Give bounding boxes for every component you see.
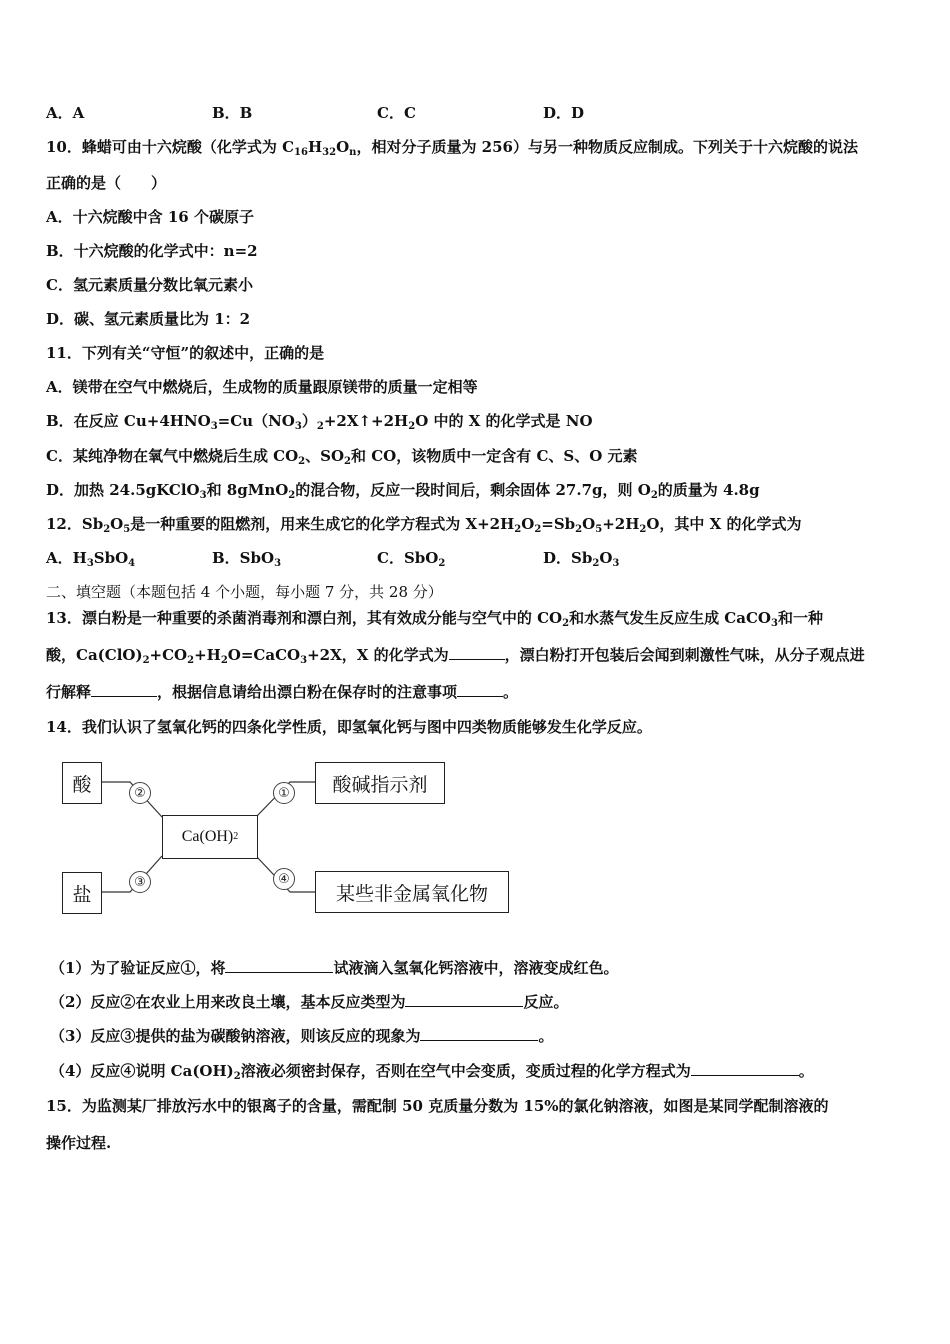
q12-option-c: C．SbO$_2$ xyxy=(377,549,446,569)
q15-line1: 15．为监测某厂排放污水中的银离子的含量，需配制 50 克质量分数为 15%的氯化钠溶液，如图是某同学配制溶液的 xyxy=(46,1097,829,1115)
q14-stem: 14．我们认识了氢氧化钙的四条化学性质，即氢氧化钙与图中四类物质能够发生化学反应。 xyxy=(46,718,652,736)
q10-stem-line2: 正确的是（ ） xyxy=(46,174,167,192)
q14-sub2: （2）反应②在农业上用来改良土壤，基本反应类型为 反应。 xyxy=(50,993,569,1011)
diagram-label-1: ① xyxy=(273,782,295,804)
diagram-label-2: ② xyxy=(129,782,151,804)
q14-blank-2[interactable] xyxy=(405,992,523,1007)
q11-stem: 11．下列有关“守恒”的叙述中，正确的是 xyxy=(46,344,325,362)
q14-blank-3[interactable] xyxy=(420,1026,538,1041)
q9-option-a: A．A xyxy=(46,104,85,122)
q11-option-b: B．在反应 $Cu+4HNO_3=Cu(NO_3)_2+2X↑+2H_2O$ 中的 X 的化学式是 NO xyxy=(46,412,593,432)
q14-sub3: （3）反应③提供的盐为碳酸钠溶液，则该反应的现象为 。 xyxy=(50,1027,554,1045)
q12-option-a: A．$H_3SbO_4$ xyxy=(46,549,136,569)
q14-blank-1[interactable] xyxy=(225,958,333,973)
q13-line2: 酸，$Ca(ClO)_2+CO_2+H_2O=CaCO_3+2X$，X 的化学式为 ，漂白粉打开包装后会闻到刺激性气味，从分子观点进 xyxy=(46,646,865,666)
q10-option-d: D．碳、氢元素质量比为 1：2 xyxy=(46,310,251,328)
q13-line1: 13．漂白粉是一种重要的杀菌消毒剂和漂白剂，其有效成分能与空气中的 $CO_2$和水蒸气发生反应生成 CaCO$_3$和一种 xyxy=(46,609,823,629)
q10-option-b: B．十六烷酸的化学式中：n=2 xyxy=(46,242,258,260)
q11-option-c: C．某纯净物在氧气中燃烧后生成 $CO_2$、$SO_2$和 CO，该物质中一定含有 C、S、O 元素 xyxy=(46,447,638,467)
section-heading: 二、填空题（本题包括 4 个小题，每小题 7 分，共 28 分） xyxy=(46,583,443,601)
q9-option-c: C．C xyxy=(377,104,416,122)
q12-option-b: B．SbO$_3$ xyxy=(212,549,282,569)
diagram-label-4: ④ xyxy=(273,868,295,890)
q12-stem: 12．$Sb_2O_5$是一种重要的阻燃剂，用来生成它的化学方程式为 $X+2H_2O_2=Sb_2O_5+2H_2O$，其中 X 的化学式为 xyxy=(46,515,802,535)
diagram-box-acid: 酸 xyxy=(62,762,102,804)
q13-line3: 行解释 ，根据信息请给出漂白粉在保存时的注意事项 。 xyxy=(46,683,519,701)
diagram-box-calcium-hydroxide: Ca(OH) 2 xyxy=(162,815,258,859)
q12-option-d: D．$Sb_2O_3$ xyxy=(543,549,620,569)
q14-sub4: （4）反应④说明 $Ca(OH)_2$溶液必须密封保存，否则在空气中会变质，变质过程的化学方程式为 。 xyxy=(50,1062,814,1082)
q9-option-b: B．B xyxy=(212,104,253,122)
q15-line2: 操作过程. xyxy=(46,1134,112,1152)
diagram-box-indicator: 酸碱指示剂 xyxy=(315,762,445,804)
q10-stem-line1: 10．蜂蜡可由十六烷酸（化学式为 $C_{16}H_{32}O_n$，相对分子质量为 256）与另一种物质反应制成。下列关于十六烷酸的说法 xyxy=(46,138,858,158)
q11-option-a: A．镁带在空气中燃烧后，生成物的质量跟原镁带的质量一定相等 xyxy=(46,378,478,396)
diagram-box-salt: 盐 xyxy=(62,872,102,914)
q10-option-c: C．氢元素质量分数比氧元素小 xyxy=(46,276,253,294)
q10-option-a: A．十六烷酸中含 16 个碳原子 xyxy=(46,208,254,226)
diagram-label-3: ③ xyxy=(129,871,151,893)
q14-blank-4[interactable] xyxy=(691,1061,799,1076)
diagram-box-nonmetal-oxide: 某些非金属氧化物 xyxy=(315,871,509,913)
q11-option-d: D．加热 24.5gKClO$_3$和 8gMnO$_2$的混合物，反应一段时间后，剩余固体 27.7g，则 $O_2$的质量为 4.8g xyxy=(46,481,760,501)
q14-sub1: （1）为了验证反应①，将 试液滴入氢氧化钙溶液中，溶液变成红色。 xyxy=(50,959,619,977)
q9-option-d: D．D xyxy=(543,104,585,122)
